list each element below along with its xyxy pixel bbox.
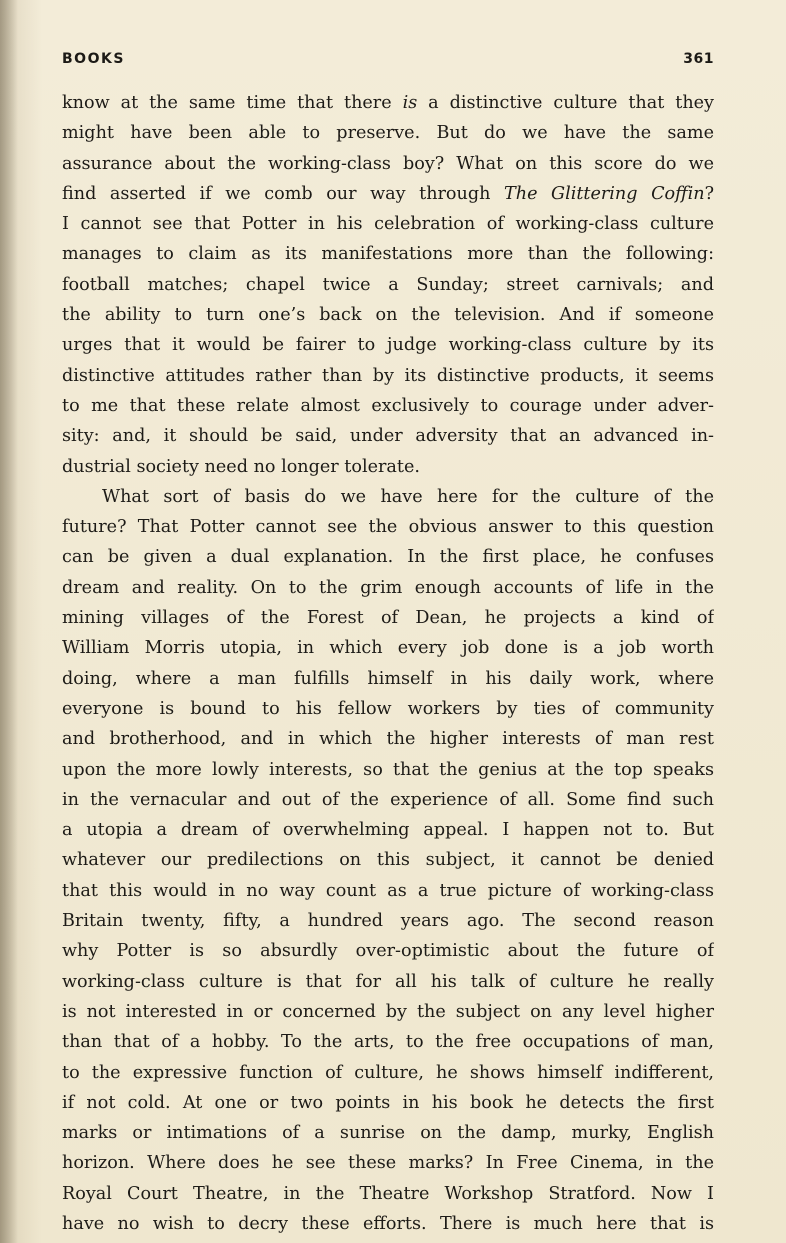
text-line: football matches; chapel twice a Sunday; street carnivals; and xyxy=(62,274,714,295)
text-line: the ability to turn one’s back on the television. And if someone xyxy=(62,305,714,326)
text-line: might have been able to preserve. But do we have the same xyxy=(62,123,714,144)
text-line: to me that these relate almost exclusively to courage under adver- xyxy=(62,395,714,416)
text-line: than that of a hobby. To the arts, to the free occupations of man, xyxy=(62,1032,714,1053)
text-line: mining villages of the Forest of Dean, he projects a kind of xyxy=(62,608,714,629)
text-line: know at the same time that there is a distinctive culture that they xyxy=(62,93,714,113)
paragraph-end-line: dustrial society need no longer tolerate. xyxy=(62,456,420,477)
text-line: is not interested in or concerned by the subject on any level higher xyxy=(62,1001,714,1022)
text-line: if not cold. At one or two points in his book he detects the first xyxy=(62,1092,714,1113)
text-line: that this would in no way count as a true picture of working-class xyxy=(62,880,714,901)
text-line: in the vernacular and out of the experience of all. Some find such xyxy=(62,789,714,810)
text-line: I cannot see that Potter in his celebration of working-class culture xyxy=(62,214,714,235)
text-line: Britain twenty, fifty, a hundred years ago. The second reason xyxy=(62,911,714,932)
running-head xyxy=(62,48,714,70)
text-line: horizon. Where does he see these marks? In Free Cinema, in the xyxy=(62,1153,714,1174)
section-title: BOOKS xyxy=(62,51,125,67)
text-line: a utopia a dream of overwhelming appeal. I happen not to. But xyxy=(62,820,714,841)
book-title: The Glittering Coffin xyxy=(504,183,705,204)
body-text xyxy=(62,88,714,1239)
text-line: find asserted if we comb our way through The Glittering Coffin? xyxy=(62,183,714,204)
text-line: and brotherhood, and in which the higher interests of man rest xyxy=(62,729,714,750)
text-line: why Potter is so absurdly over-optimistic about the future of xyxy=(62,941,714,962)
paragraph-start-line: What sort of basis do we have here for the culture of the xyxy=(102,486,714,507)
text-line: William Morris utopia, in which every job done is a job worth xyxy=(62,638,714,659)
text-line: everyone is bound to his fellow workers by ties of community xyxy=(62,698,714,719)
text-line: have no wish to decry these efforts. There is much here that is xyxy=(62,1213,714,1234)
text-line: urges that it would be fairer to judge working-class culture by its xyxy=(62,335,714,356)
text-line: dream and reality. On to the grim enough accounts of life in the xyxy=(62,577,714,598)
text-line: to the expressive function of culture, he shows himself indifferent, xyxy=(62,1062,714,1083)
text-line: doing, where a man fulfills himself in his daily work, where xyxy=(62,668,714,689)
page-number: 361 xyxy=(683,51,714,67)
text-line: whatever our predilections on this subject, it cannot be denied xyxy=(62,850,714,871)
text-line: marks or intimations of a sunrise on the damp, murky, English xyxy=(62,1123,714,1144)
text-line: upon the more lowly interests, so that the genius at the top speaks xyxy=(62,759,714,780)
spine-shadow xyxy=(0,0,18,1243)
text-line: working-class culture is that for all his talk of culture he really xyxy=(62,971,714,992)
text-line: distinctive attitudes rather than by its distinctive products, it seems xyxy=(62,365,714,386)
text-line: can be given a dual explanation. In the first place, he confuses xyxy=(62,547,714,568)
text-line: future? That Potter cannot see the obvious answer to this question xyxy=(62,517,714,538)
text-line: manages to claim as its manifestations more than the following: xyxy=(62,244,714,265)
text-line: sity: and, it should be said, under adversity that an advanced in- xyxy=(62,426,714,447)
text-line: assurance about the working-class boy? What on this score do we xyxy=(62,153,714,174)
text-line: Royal Court Theatre, in the Theatre Workshop Stratford. Now I xyxy=(62,1183,714,1204)
